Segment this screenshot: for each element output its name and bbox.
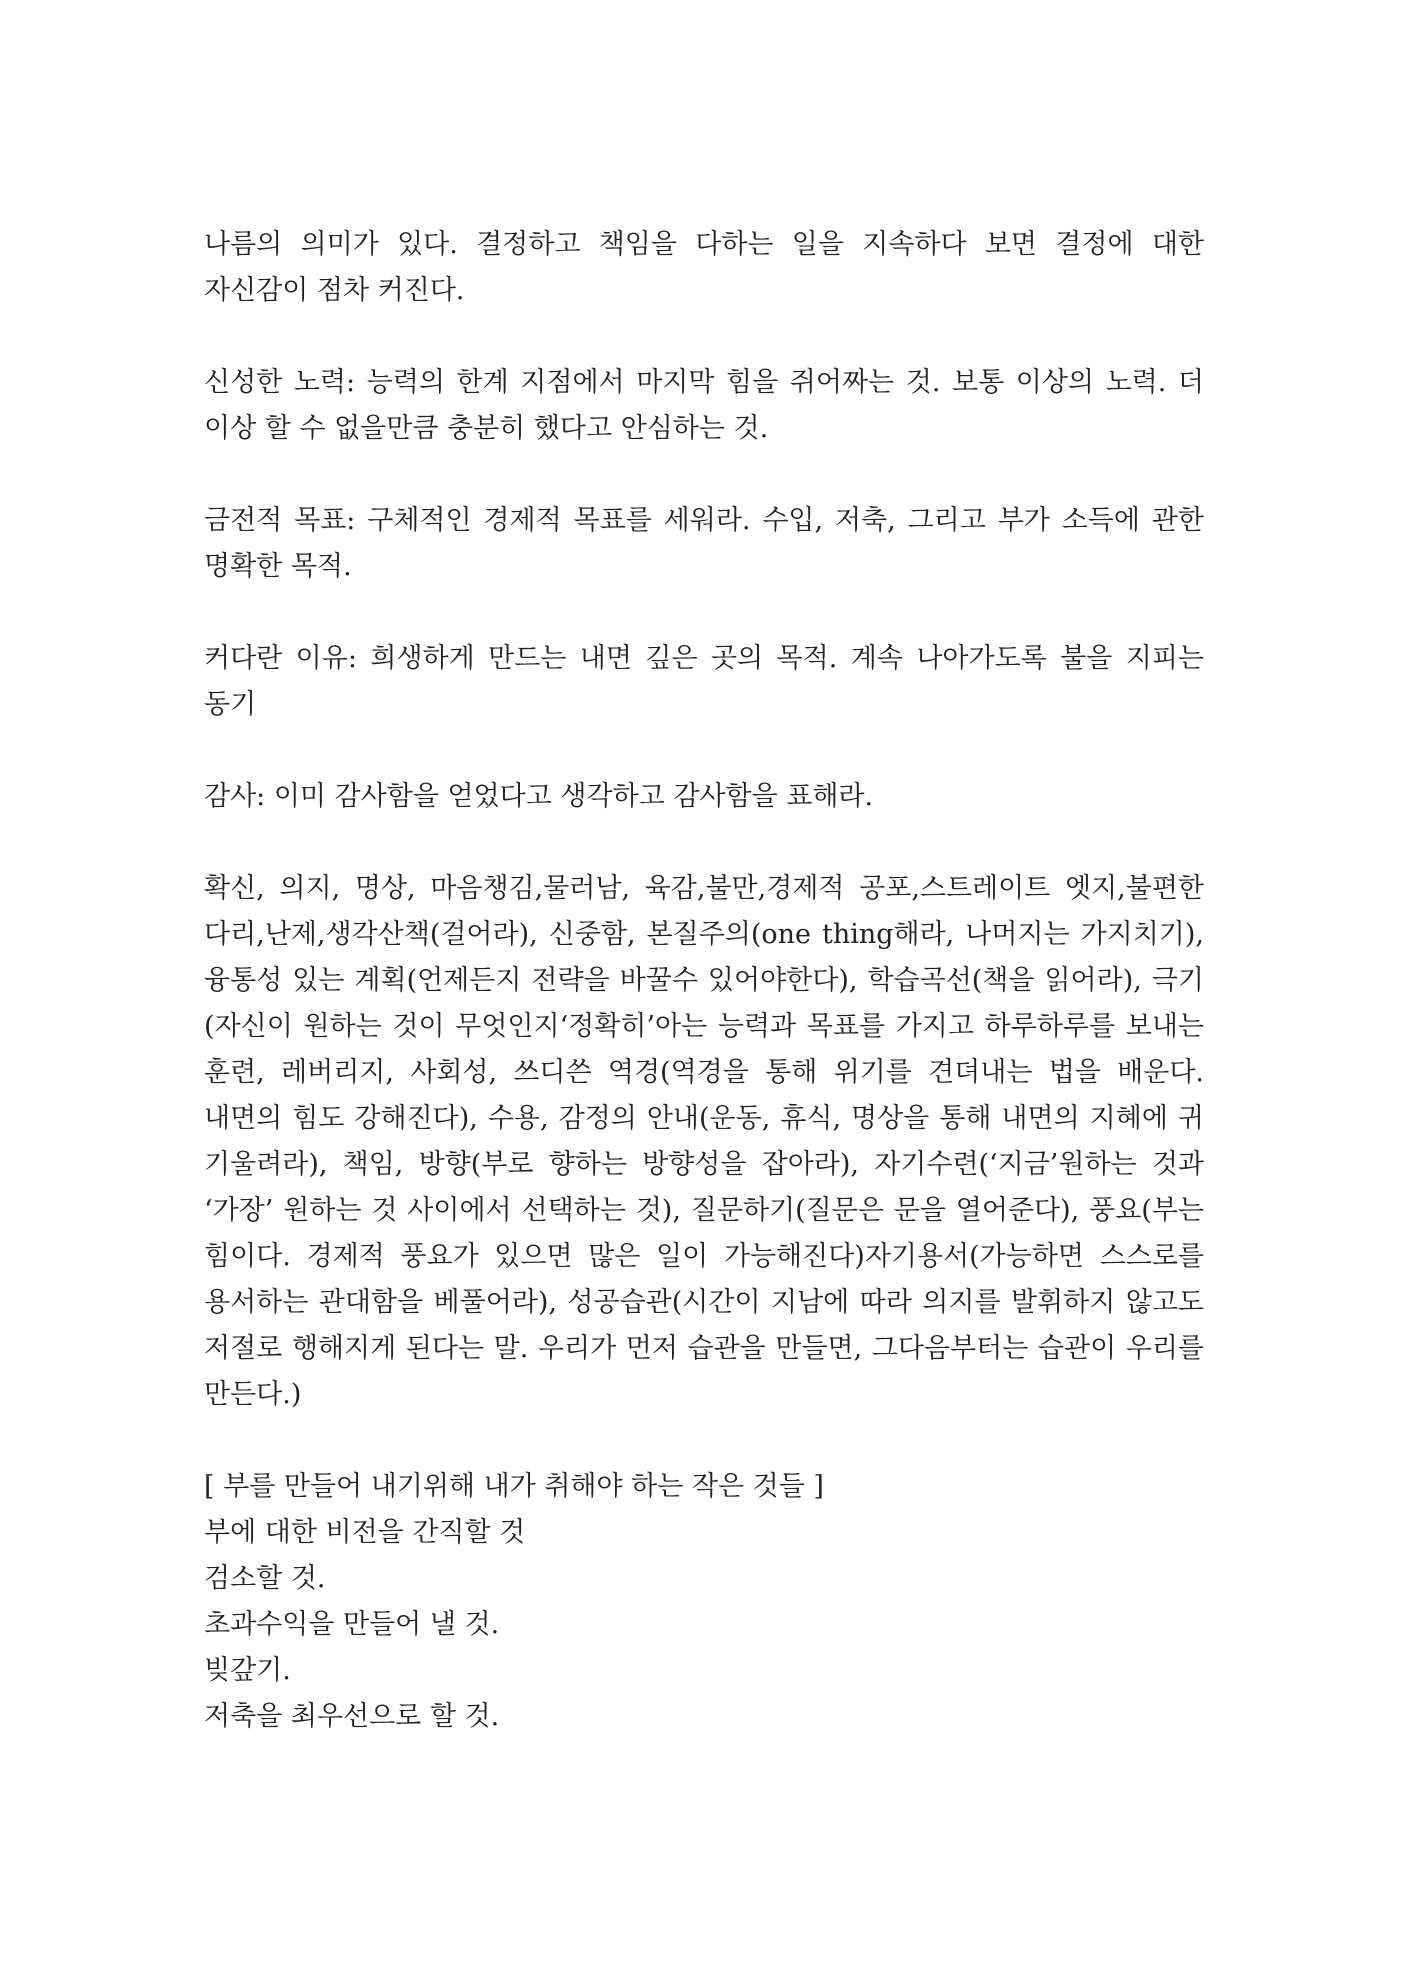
checklist-item: 저축을 최우선으로 할 것.	[204, 1701, 500, 1732]
paragraph-keywords: 확신, 의지, 명상, 마음챙김,물러남, 육감,불만,경제적 공포,스트레이트 엣지,불편한 다리,난제,생각산책(걸어라), 신중함, 본질주의(one thing해라, 나머지는 가지치기), 융통성 있는 계획(언제든지 전략을 바꿀수 있어야한다), 학습곡선(책을 읽어라), 극기(자신이 원하는 것이 무엇인지‘정확히’아는 능력과 목표를 가지고 하루하루를 보내는 훈련, 레버리지, 사회성, 쓰디쓴 역경(역경을 통해 위기를 견뎌내는 법을 배운다. 내면의 힘도 강해진다), 수용, 감정의 안내(운동, 휴식, 명상을 통해 내면의 지혜에 귀 기울려라), 책임, 방향(부로 향하는 방향성을 잡아라), 자기수련(‘지금’원하는 것과 ‘가장’ 원하는 것 사이에서 선택하는 것), 질문하기(질문은 문을 열어준다), 풍요(부는 힘이다. 경제적 풍요가 있으면 많은 일이 가능해진다)자기용서(가능하면 스스로를 용서하는 관대함을 베풀어라), 성공습관(시간이 지남에 따라 의지를 발휘하지 않고도 저절로 행해지게 된다는 말. 우리가 먼저 습관을 만들면, 그다음부터는 습관이 우리를 만든다.)	[204, 873, 1204, 1410]
paragraph-decision: 나름의 의미가 있다. 결정하고 책임을 다하는 일을 지속하다 보면 결정에 대한 자신감이 점차 커진다.	[204, 229, 1204, 306]
checklist-item: 초과수익을 만들어 낼 것.	[204, 1609, 500, 1640]
checklist-heading: [ 부를 만들어 내기위해 내가 취해야 하는 작은 것들 ]	[204, 1471, 824, 1502]
checklist-item: 빚갚기.	[204, 1655, 291, 1686]
paragraph-financial-goal: 금전적 목표: 구체적인 경제적 목표를 세워라. 수입, 저축, 그리고 부가 소득에 관한 명확한 목적.	[204, 505, 1204, 582]
document-body	[204, 222, 1204, 1740]
checklist-item: 검소할 것.	[204, 1563, 326, 1594]
wealth-checklist	[204, 1464, 1204, 1740]
paragraph-gratitude: 감사: 이미 감사함을 얻었다고 생각하고 감사함을 표해라.	[204, 781, 874, 812]
paragraph-big-reason: 커다란 이유: 희생하게 만드는 내면 깊은 곳의 목적. 계속 나아가도록 불을 지피는 동기	[204, 643, 1204, 720]
paragraph-sacred-effort: 신성한 노력: 능력의 한계 지점에서 마지막 힘을 쥐어짜는 것. 보통 이상의 노력. 더 이상 할 수 없을만큼 충분히 했다고 안심하는 것.	[204, 367, 1204, 444]
checklist-item: 부에 대한 비전을 간직할 것	[204, 1517, 526, 1548]
